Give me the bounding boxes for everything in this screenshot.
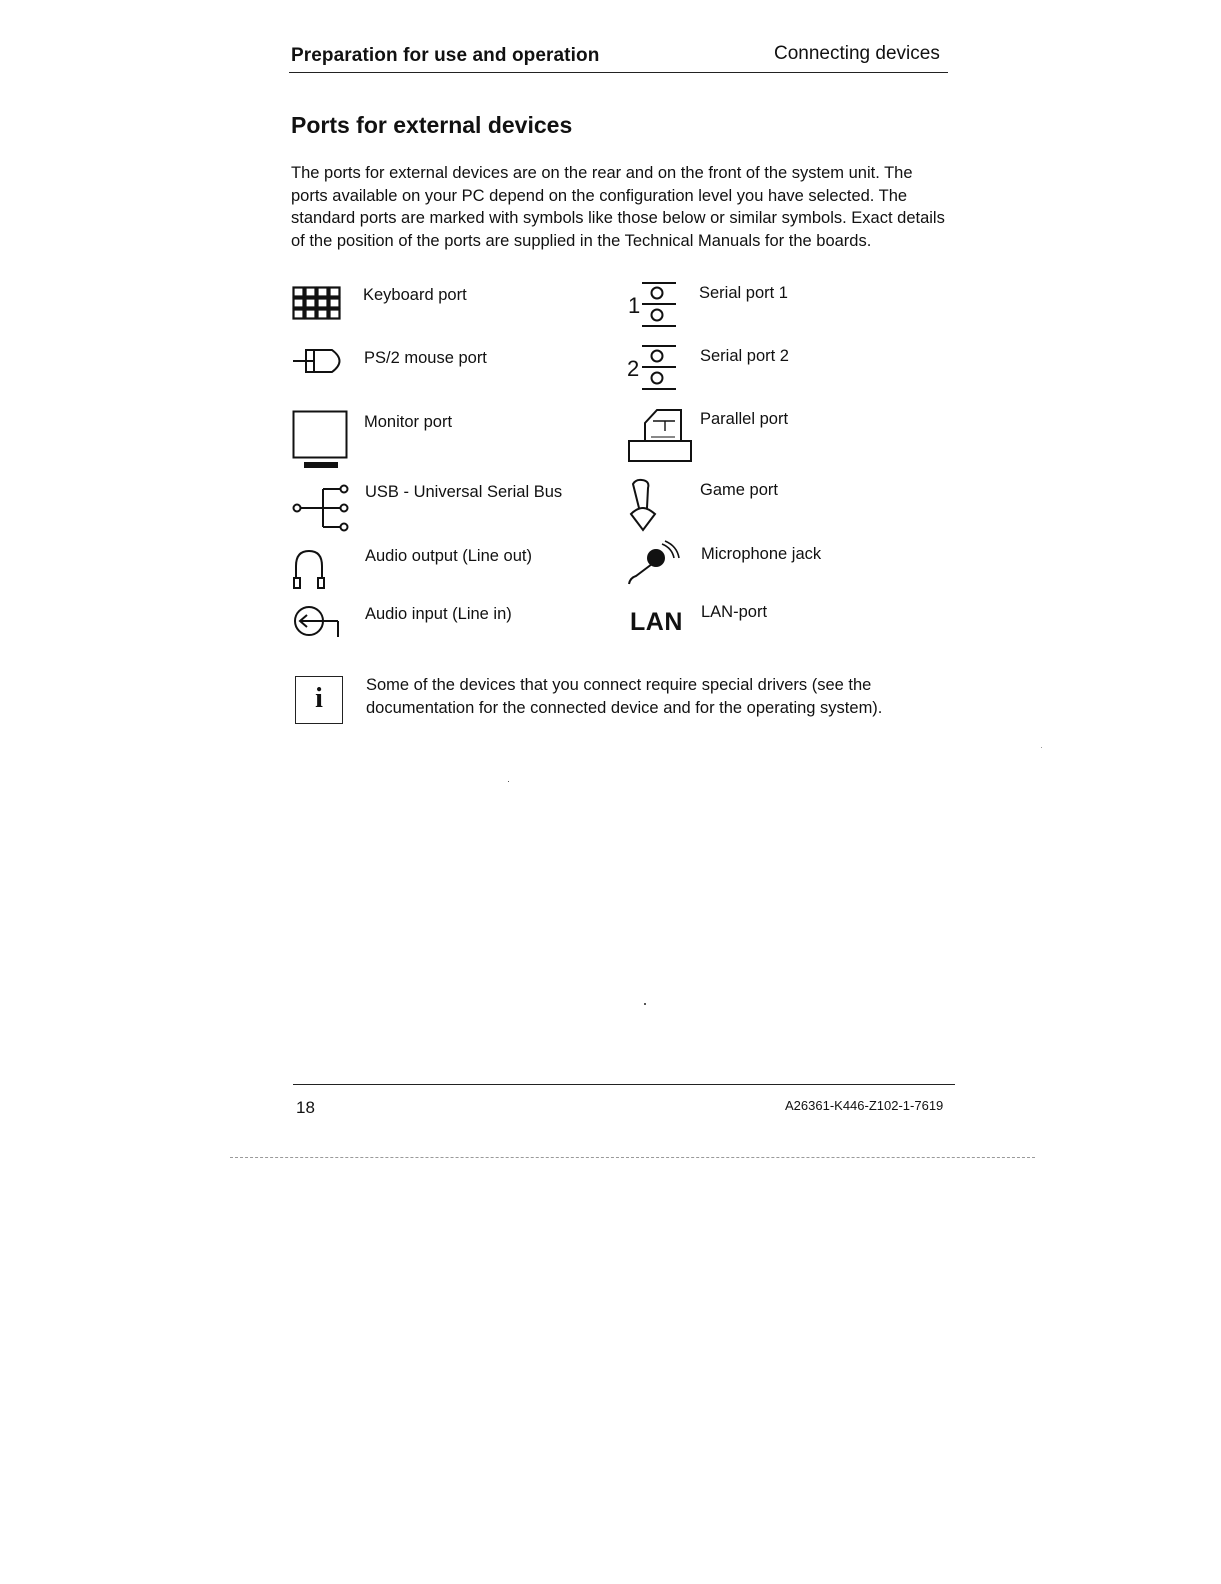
microphone-icon <box>624 540 680 590</box>
running-header-chapter: Preparation for use and operation <box>291 45 600 66</box>
serial-port-1-label: Serial port 1 <box>699 284 788 302</box>
keyboard-icon <box>292 286 342 322</box>
serial-port-2-label: Serial port 2 <box>700 347 789 365</box>
document-code: A26361-K446-Z102-1-7619 <box>785 1098 944 1113</box>
line-in-icon <box>292 604 342 640</box>
mouse-icon <box>292 347 350 375</box>
printer-icon <box>627 407 695 465</box>
usb-port-label: USB - Universal Serial Bus <box>365 483 563 501</box>
scan-speck <box>644 1003 646 1005</box>
game-port-label: Game port <box>700 481 778 499</box>
audio-output-label: Audio output (Line out) <box>365 547 532 565</box>
serial-port-2-number: 2 <box>627 356 640 381</box>
parallel-port-label: Parallel port <box>700 410 789 428</box>
running-header-section: Connecting devices <box>774 43 940 64</box>
monitor-icon <box>292 410 350 470</box>
monitor-port-label: Monitor port <box>364 413 453 431</box>
serial-port-1-number: 1 <box>628 293 641 318</box>
section-title: Ports for external devices <box>291 112 573 138</box>
intro-paragraph: The ports for external devices are on the rear and on the front of the system unit. The ports available on your PC depend on the configuration level you have selected. The standard ports are marked with symbols like those below or similar symbols. Exact details of the position of the ports are supplied in the Technical Manuals for the boards. <box>291 164 945 250</box>
serial-port-2-icon <box>626 343 682 393</box>
driver-note: Some of the devices that you connect require special drivers (see the documentation for the connected device and for the operating system). <box>366 676 883 717</box>
page-number: 18 <box>296 1098 315 1117</box>
serial-port-1-icon <box>626 280 682 330</box>
scan-artifact-line <box>230 1157 1035 1158</box>
scan-speck <box>508 781 509 782</box>
lan-port-label: LAN-port <box>701 603 768 621</box>
info-icon-glyph: i <box>315 683 323 714</box>
audio-input-label: Audio input (Line in) <box>365 605 512 623</box>
usb-icon <box>291 478 353 538</box>
joystick-icon <box>628 478 662 534</box>
footer-rule <box>293 1084 955 1085</box>
header-rule <box>289 72 948 73</box>
info-icon <box>295 676 343 724</box>
lan-icon: LAN <box>630 608 683 636</box>
microphone-jack-label: Microphone jack <box>701 545 822 563</box>
keyboard-port-label: Keyboard port <box>363 286 467 304</box>
scan-speck <box>1041 747 1042 748</box>
headphones-icon <box>292 548 328 590</box>
mouse-port-label: PS/2 mouse port <box>364 349 487 367</box>
